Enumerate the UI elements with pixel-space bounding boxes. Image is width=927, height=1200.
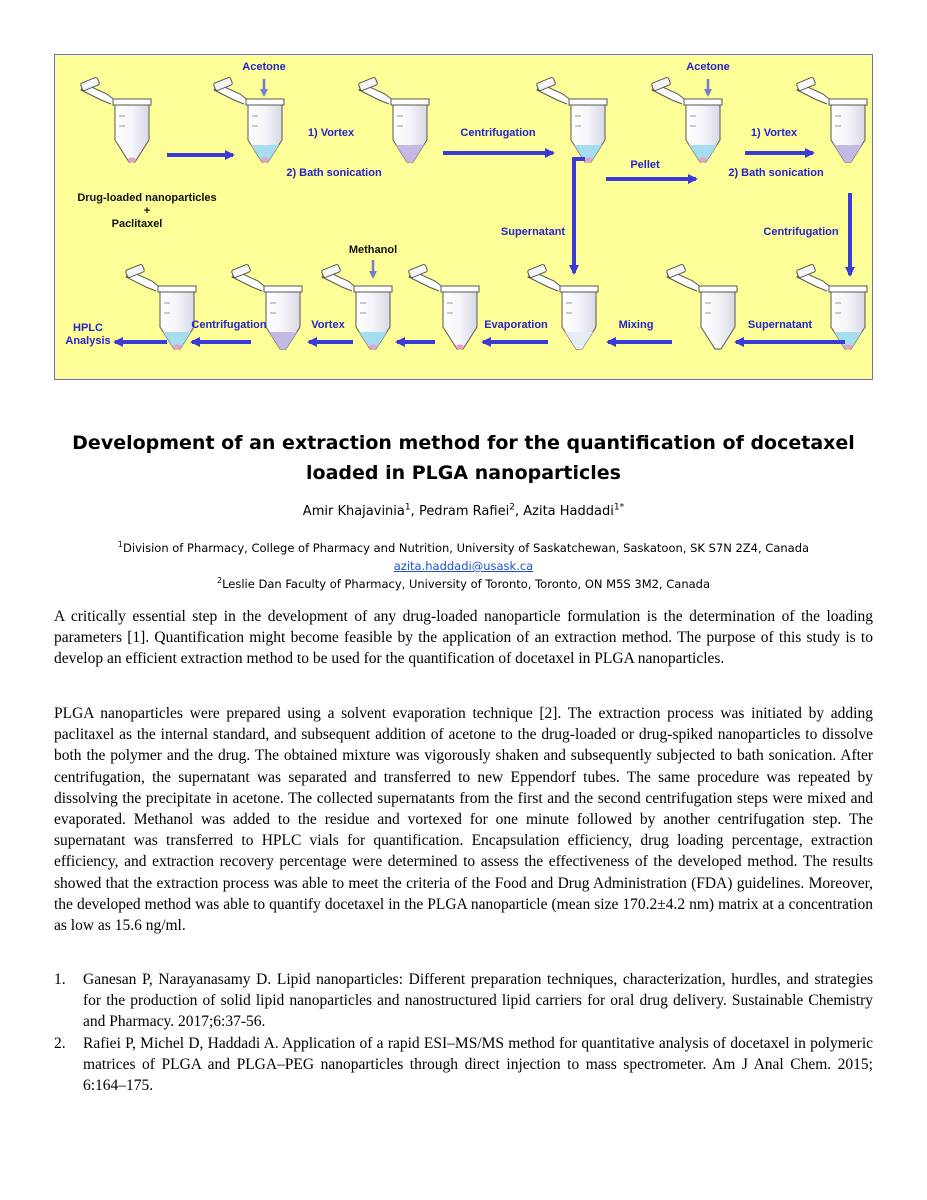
paper-title: Development of an extraction method for the quantification of docetaxel loaded in PLGA nanoparticles (72, 432, 855, 484)
eppendorf-tube (536, 77, 607, 163)
corresponding-email-link[interactable]: azita.haddadi@usask.ca (393, 559, 534, 573)
figure-label-vortex-2: 1) Vortex (750, 127, 798, 139)
eppendorf-tube (358, 77, 429, 162)
figure-label-bath-2: 2) Bath sonication (728, 167, 824, 179)
eppendorf-tube (213, 77, 284, 163)
figure-label-bath-1: 2) Bath sonication (286, 167, 382, 179)
arrows-layer (115, 79, 850, 342)
figure-label-hplc-1: HPLC (73, 322, 103, 334)
author: Azita Haddadi$^{1*}$ (523, 502, 625, 519)
eppendorf-tube (651, 77, 722, 163)
extraction-workflow-figure (54, 54, 873, 380)
eppendorf-tube (796, 264, 867, 350)
reference-item: 1. Ganesan P, Narayanasamy D. Lipid nanoparticles: Different preparation techniques, characterization, hurdles, and strategies for the production of solid lipid nanoparticles and nanostructured lipid carriers for oral drug delivery. Sustainable Chemistry and Pharmacy. 2017;6:37-56. (54, 971, 873, 1031)
figure-label-drug-loaded-1: Drug-loaded nanoparticles (77, 192, 217, 204)
eppendorf-tube (408, 264, 479, 350)
eppendorf-tube (666, 264, 737, 349)
figure-label-vortex-3: Vortex (311, 319, 345, 331)
figure-label-acetone-1: Acetone (242, 61, 286, 73)
eppendorf-tube (527, 264, 598, 349)
figure-label-centrifugation-2: Centrifugation (763, 226, 839, 238)
figure-label-acetone-2: Acetone (686, 61, 730, 73)
author-list (0, 504, 927, 519)
figure-label-centrifugation-1: Centrifugation (460, 127, 536, 139)
figure-label-methanol: Methanol (348, 244, 398, 256)
reference-list (54, 969, 873, 1096)
figure-label-vortex-1: 1) Vortex (307, 127, 355, 139)
eppendorf-tube (231, 264, 302, 349)
eppendorf-tube (321, 264, 392, 350)
affiliation-2: $^2$Leslie Dan Faculty of Pharmacy, University of Toronto, Toronto, ON M5S 3M2, Canada (216, 576, 711, 591)
affiliation-1: $^1$Division of Pharmacy, College of Pharmacy and Nutrition, University of Saskatchewan, Saskatoon, SK S7N 2Z4, Canada (117, 540, 810, 555)
figure-label-drug-loaded-3: Paclitaxel (111, 218, 163, 230)
figure-label-supernatant-1: Supernatant (500, 226, 566, 238)
workflow-diagram (55, 55, 874, 381)
reference-item: 2. Rafiei P, Michel D, Haddadi A. Application of a rapid ESI–MS/MS method for quantitative analysis of docetaxel in polymeric matrices of PLGA and PLGA–PEG nanoparticles through direct injection to mass spectrometer. Am J Anal Chem. 2015; 6:164–175. (54, 1034, 873, 1095)
eppendorf-tube (80, 77, 151, 163)
abstract-paragraph-1: A critically essential step in the development of any drug-loaded nanoparticle formulation is the determination of the loading parameters [1]. Quantification might become feasible by the application of an extraction method. The purpose of this study is to develop an efficient extraction method to be used for the quantification of docetaxel in PLGA nanoparticles. (54, 608, 873, 668)
figure-label-pellet: Pellet (630, 159, 660, 171)
figure-label-evaporation: Evaporation (484, 319, 548, 331)
tubes-layer (80, 77, 867, 350)
eppendorf-tube (125, 264, 196, 350)
abstract-paragraph-2: PLGA nanoparticles were prepared using a solvent evaporation technique [2]. The extraction process was initiated by adding paclitaxel as the internal standard, and subsequent addition of acetone to the drug-loaded or drug-spiked nanoparticles to dissolve both the polymer and the drug. The obtained mixture was vigorously shaken and subsequently subjected to bath sonication. After centrifugation, the supernatant was separated and transferred to new Eppendorf tubes. The same procedure was repeated by dissolving the precipitate in acetone. The collected supernatants from the first and the second centrifugation steps were mixed and evaporated. Methanol was added to the residue and vortexed for one minute followed by another centrifugation step. The supernatant was transferred to HPLC vials for quantification. Encapsulation efficiency, drug loading percentage, extraction efficiency, and extraction recovery percentage were determined to assess the effectiveness of the developed method. The results showed that the extraction process was able to meet the criteria of the Food and Drug Administration (FDA) guidelines. Moreover, the developed method was able to quantify docetaxel in the PLGA nanoparticle (mean size 170.2±4.2 nm) matrix at a concentration as low as 15.6 ng/ml. (54, 705, 873, 935)
author: Amir Khajavinia$^1$, (302, 502, 419, 519)
figure-label-hplc-2: Analysis (65, 335, 111, 347)
figure-label-mixing: Mixing (618, 319, 654, 331)
figure-label-centrifugation-3: Centrifugation (191, 319, 267, 331)
eppendorf-tube (796, 77, 867, 162)
figure-label-drug-loaded-2: + (143, 205, 151, 217)
author: Pedram Rafiei$^2$, (418, 502, 524, 519)
figure-label-supernatant-2: Supernatant (747, 319, 813, 331)
flow-arrow (574, 159, 585, 273)
